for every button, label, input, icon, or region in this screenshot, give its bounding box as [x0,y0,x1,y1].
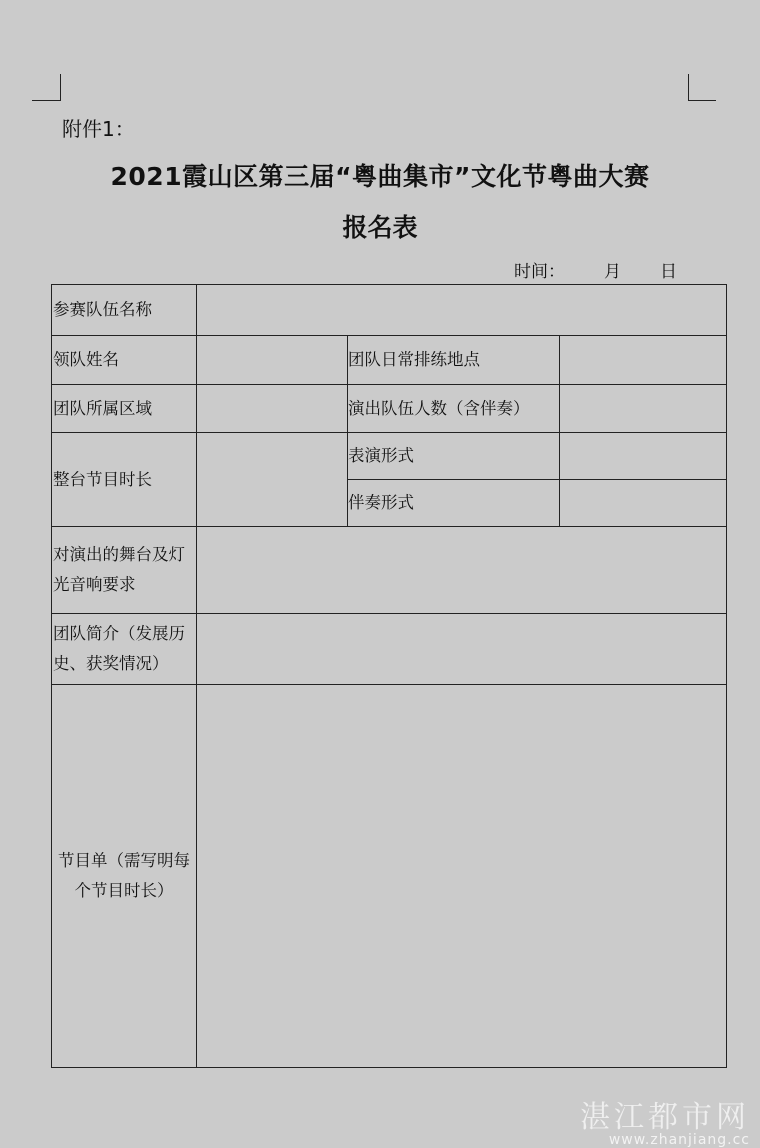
form-subtitle: 报名表 [342,213,418,242]
team-intro-field[interactable] [198,614,725,684]
leader-name-label: 领队姓名 [53,350,119,369]
table-border-right [726,284,727,1068]
performance-form-label: 表演形式 [348,446,414,465]
stage-requirements-field[interactable] [198,527,725,613]
stage-requirements-label: 对演出的舞台及灯光音响要求 [53,545,185,594]
team-intro-label: 团队简介（发展历史、获奖情况） [53,624,185,673]
member-count-field[interactable] [561,385,725,432]
team-name-field[interactable] [198,285,725,335]
team-area-field[interactable] [198,385,346,432]
team-name-label: 参赛队伍名称 [53,300,152,319]
team-area-label: 团队所属区域 [53,398,152,418]
leader-name-field[interactable] [198,336,346,384]
rehearsal-location-label: 团队日常排练地点 [348,350,480,369]
program-list-field[interactable] [198,685,725,1067]
member-count-label: 演出队伍人数（含伴奏） [348,398,530,418]
form-title: 2021霞山区第三届“粤曲集市”文化节粤曲大赛 [110,162,650,191]
accompaniment-form-field[interactable] [561,480,725,526]
accompaniment-form-label: 伴奏形式 [348,493,414,512]
month-label: 月 [604,262,621,282]
corner-mark-top-left [32,74,61,101]
site-watermark [580,1092,750,1148]
watermark-logo: 湛江都市网 [580,1100,750,1135]
table-border-left [51,284,52,1068]
column-line [196,284,197,1068]
total-duration-field[interactable] [198,433,346,526]
column-line [559,335,560,526]
date-label: 时间： [514,262,565,282]
corner-mark-top-right [688,74,716,101]
total-duration-label: 整台节目时长 [53,469,152,489]
rehearsal-location-field[interactable] [561,336,725,384]
attachment-label: 附件1： [62,117,135,141]
watermark-url: www.zhanjiang.cc [608,1132,750,1148]
day-label: 日 [660,262,677,282]
program-list-label: 节目单（需写明每个节目时长） [58,851,190,900]
table-border-bottom [51,1067,727,1068]
performance-form-field[interactable] [561,433,725,479]
registration-form-table [51,284,727,1068]
